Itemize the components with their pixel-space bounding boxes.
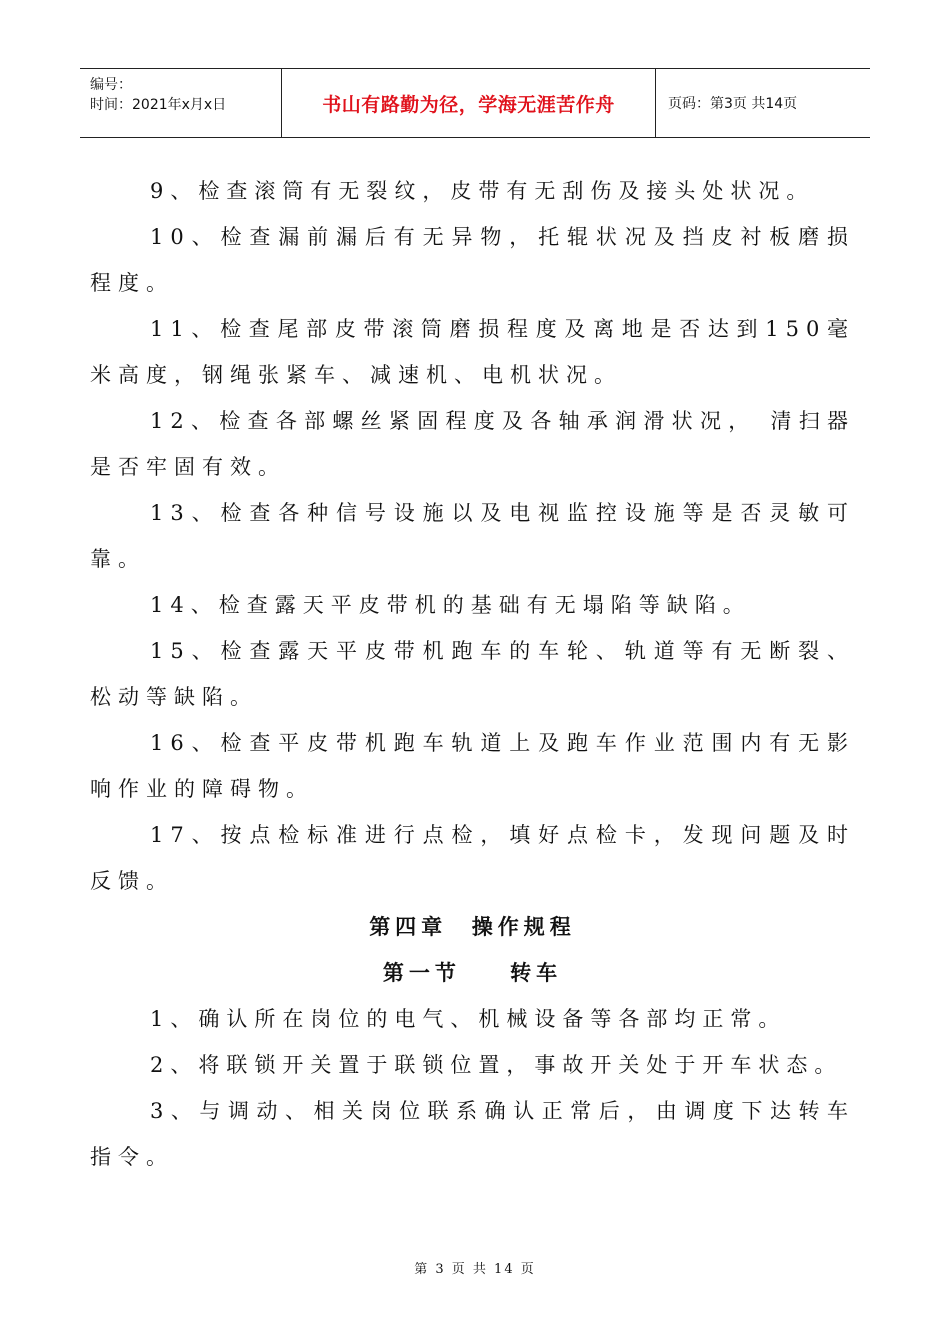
header-meta [80,69,282,137]
section-title: 第一节 转车 [382,961,563,985]
paragraph-15: 15、检查露天平皮带机跑车的车轮、轨道等有无断裂、松动等缺陷。 [90,639,855,709]
section-paragraph-3: 3、与调动、相关岗位联系确认正常后，由调度下达转车指令。 [90,1099,855,1169]
section-paragraph-1: 1、确认所在岗位的电气、机械设备等各部均正常。 [150,1007,787,1031]
paragraph-11: 11、检查尾部皮带滚筒磨损程度及离地是否达到150毫米高度，钢绳张紧车、减速机、电机状况。 [90,317,855,387]
time-label: 时间：2021年x月x日 [90,97,227,113]
page-header [80,68,870,138]
header-page-info: 页码：第3页 共14页 [668,96,798,112]
paragraph-9: 9、检查滚筒有无裂纹，皮带有无刮伤及接头处状况。 [150,179,815,203]
number-label: 编号： [90,77,132,93]
paragraph-13: 13、检查各种信号设施以及电视监控设施等是否灵敏可靠。 [90,501,855,571]
header-motto: 书山有路勤为径，学海无涯苦作舟 [282,69,656,137]
page-footer: 第 3 页 共 14 页 [414,1262,536,1277]
paragraph-10: 10、检查漏前漏后有无异物，托辊状况及挡皮衬板磨损程度。 [90,225,855,295]
paragraph-14: 14、检查露天平皮带机的基础有无塌陷等缺陷。 [150,593,751,617]
document-body [90,168,855,1180]
paragraph-16: 16、检查平皮带机跑车轨道上及跑车作业范围内有无影响作业的障碍物。 [90,731,855,801]
paragraph-12: 12、检查各部螺丝紧固程度及各轴承润滑状况， 清扫器是否牢固有效。 [90,409,855,479]
chapter-title: 第四章 操作规程 [369,915,576,939]
section-paragraph-2: 2、将联锁开关置于联锁位置，事故开关处于开车状态。 [150,1053,843,1077]
paragraph-17: 17、按点检标准进行点检，填好点检卡，发现问题及时反馈。 [90,823,855,893]
